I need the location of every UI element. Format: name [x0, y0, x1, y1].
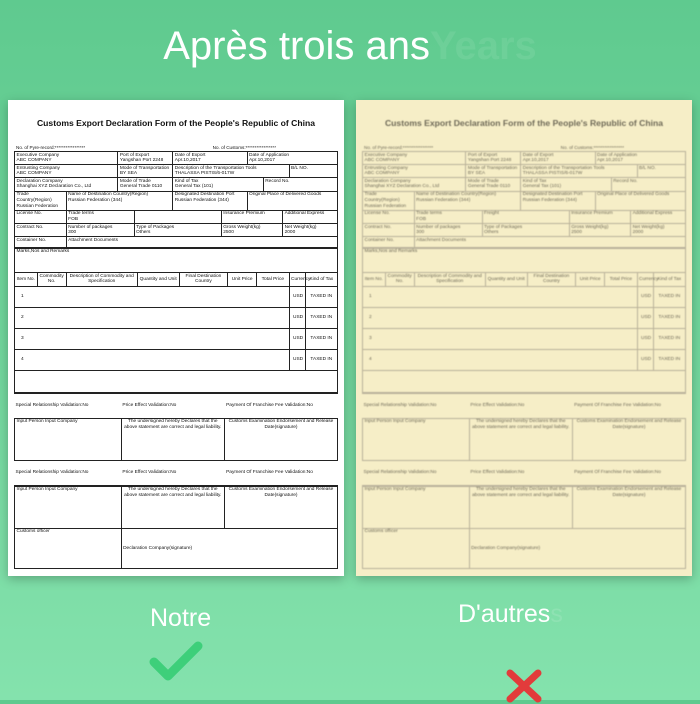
- validation-table-1: [14, 393, 338, 419]
- port-of-export-cell: Port of Export Yangshan Port 2248: [118, 152, 173, 165]
- entrusting-company-cell: Entrusting Company ABC COMPANY: [15, 165, 118, 178]
- container-cell: Container No.: [15, 237, 67, 248]
- special-validation: Special Relationship Validation:No: [362, 393, 469, 418]
- check-icon: [150, 640, 202, 682]
- origin-place-cell: Original Place of Delivered Goods: [595, 191, 685, 210]
- pre-record-no: No. of Pyre-record:*****************: [16, 145, 86, 150]
- date-of-export-cell: Date of Export Apr.10,2017: [521, 152, 595, 165]
- item-header: Unit Price: [228, 272, 257, 286]
- declare-statement: The undersigned hereby Declares that the above statement are correct and legal liability.: [121, 418, 224, 460]
- trade-terms-cell: Trade terms FOB: [66, 210, 134, 223]
- validation-table-2: [14, 460, 338, 486]
- packages-cell: Number of packages 300: [414, 224, 482, 237]
- item-header: Final Destination Country: [527, 272, 575, 286]
- customs-officer: Customs officer: [363, 528, 470, 568]
- customs-officer-table: [14, 528, 338, 569]
- headline: [0, 22, 700, 70]
- form-sheet-others: [356, 100, 692, 576]
- cross-icon: [505, 668, 543, 704]
- declaration-table-1: [14, 418, 338, 461]
- shipping-table: [362, 210, 686, 248]
- items-table: [14, 272, 338, 371]
- marks-table: [362, 248, 686, 273]
- mode-transport-cell: Mode of Transportation BY SEA: [118, 165, 173, 178]
- gross-weight-cell: Gross Weight(kg) 2500: [221, 224, 282, 237]
- trade-country-cell: Trade Country(Region) Russian Federation: [15, 191, 67, 210]
- freight-cell: Freight: [482, 210, 569, 223]
- declaration-table-1: [362, 418, 686, 461]
- input-person: Input Person Input Company: [363, 486, 470, 528]
- items-table: [362, 272, 686, 371]
- item-header: Quantity and Unit: [137, 272, 179, 286]
- destination-table: [14, 191, 338, 211]
- dest-country-cell: Name of Destination Country(Region) Russian Federation (344): [414, 191, 521, 210]
- bl-no-cell: B/L NO.: [289, 165, 337, 178]
- customs-no: No. of Customs:*****************: [560, 145, 624, 150]
- customs-no: No. of Customs:*****************: [212, 145, 276, 150]
- customs-officer-table: [362, 528, 686, 569]
- item-header: Currency: [289, 272, 305, 286]
- item-header: Item No.: [363, 272, 386, 286]
- dest-port-cell: Designated Destination Port Russian Federation (344): [521, 191, 595, 210]
- mode-trade-cell: Mode of Trade General Trade 0110: [466, 178, 521, 191]
- insurance-cell: Insurance Premium: [569, 210, 630, 223]
- items-header-row: [363, 272, 686, 286]
- customs-endorsement: Customs Examination Endorsement and Release Date(signature): [572, 418, 685, 460]
- price-validation: Price Effect Validation:No: [121, 461, 225, 486]
- date-of-application-cell: Date of Application Apr.10,2017: [247, 152, 337, 165]
- record-no-cell: Record No.: [263, 178, 337, 191]
- shipping-table: [14, 210, 338, 248]
- validation-table-2: [362, 460, 686, 486]
- blank-table: [14, 370, 338, 393]
- insurance-cell: Insurance Premium: [221, 210, 282, 223]
- item-header: Final Destination Country: [179, 272, 227, 286]
- declaration-table-2: [14, 486, 338, 529]
- mode-transport-cell: Mode of Transportation BY SEA: [466, 165, 521, 178]
- label-ours: Notre: [150, 604, 212, 632]
- trade-terms-cell: Trade terms FOB: [414, 210, 482, 223]
- items-header-row: [15, 272, 338, 286]
- declare-statement: The undersigned hereby Declares that the above statement are correct and legal liability.: [121, 486, 224, 528]
- item-header: Description of Commodity and Specification: [414, 272, 485, 286]
- header-table: [362, 151, 686, 192]
- declare-statement: The undersigned hereby Declares that the above statement are correct and legal liability.: [469, 418, 572, 460]
- packages-cell: Number of packages 300: [66, 224, 134, 237]
- freight-cell: [134, 210, 221, 223]
- customs-endorsement: Customs Examination Endorsement and Release Date(signature): [572, 486, 685, 528]
- form-sheet-ours: [8, 100, 344, 576]
- attachment-cell: Attachment Documents: [414, 237, 685, 248]
- special-validation: Special Relationship Validation:No: [14, 461, 121, 486]
- item-row: 2 USD TAXED IN: [363, 307, 686, 328]
- port-of-export-cell: Port of Export Yangshan Port 2248: [466, 152, 521, 165]
- declaration-company-cell: Declaration Company Shanghai XYZ Declaration Co., Ltd: [15, 178, 118, 191]
- franchise-validation: Payment Of Franchise Fee Validation:No: [225, 461, 338, 486]
- executive-company-cell: Executive Company ABC COMPANY: [15, 152, 118, 165]
- marks-table: [14, 248, 338, 273]
- validation-table-1: [362, 393, 686, 419]
- gross-weight-cell: Gross Weight(kg) 2500: [569, 224, 630, 237]
- item-header: Total Price: [257, 272, 289, 286]
- header-table: [14, 151, 338, 192]
- item-row: 4 USD TAXED IN: [15, 349, 338, 370]
- franchise-validation: Payment Of Franchise Fee Validation:No: [573, 393, 686, 418]
- kind-tax-cell: Kind of Tax General Tax (101): [173, 178, 263, 191]
- pre-record-no: No. of Pyre-record:*****************: [364, 145, 434, 150]
- input-person: Input Person Input Company: [15, 486, 122, 528]
- item-row: 4 USD TAXED IN: [363, 349, 686, 370]
- form-title: Customs Export Declaration Form of the People's Republic of China: [36, 118, 316, 128]
- net-weight-cell: Net Weight(kg) 2000: [283, 224, 338, 237]
- contract-cell: Contract No.: [363, 224, 415, 237]
- dest-country-cell: Name of Destination Country(Region) Russian Federation (344): [66, 191, 173, 210]
- franchise-validation: Payment Of Franchise Fee Validation:No: [225, 393, 338, 418]
- marks-cell: Marks,Nos and Remarks: [15, 248, 338, 272]
- special-validation: Special Relationship Validation:No: [362, 461, 469, 486]
- executive-company-cell: Executive Company ABC COMPANY: [363, 152, 466, 165]
- item-header: Kind of Tax: [305, 272, 337, 286]
- mode-trade-cell: Mode of Trade General Trade 0110: [118, 178, 173, 191]
- license-cell: License No.: [363, 210, 415, 223]
- attachment-cell: Attachment Documents: [66, 237, 337, 248]
- declaration-signature: Declaration Company(signature): [469, 528, 685, 568]
- customs-officer: Customs officer: [15, 528, 122, 568]
- input-person: Input Person Input Company: [15, 418, 122, 460]
- item-header: Kind of Tax: [653, 272, 685, 286]
- kind-tax-cell: Kind of Tax General Tax (101): [521, 178, 611, 191]
- headline-text: Après trois ans: [163, 24, 430, 68]
- item-row: 1 USD TAXED IN: [15, 286, 338, 307]
- date-of-application-cell: Date of Application Apr.10,2017: [595, 152, 685, 165]
- item-header: Item No.: [15, 272, 38, 286]
- headline-ghost-text: Years: [430, 24, 537, 68]
- license-cell: License No.: [15, 210, 67, 223]
- item-row: 3 USD TAXED IN: [15, 328, 338, 349]
- label-others: D'autress: [458, 600, 563, 628]
- contract-cell: Contract No.: [15, 224, 67, 237]
- date-of-export-cell: Date of Export Apr.10,2017: [173, 152, 247, 165]
- item-header: Commodity No.: [37, 272, 66, 286]
- item-header: Description of Commodity and Specification: [66, 272, 137, 286]
- item-header: Quantity and Unit: [485, 272, 527, 286]
- origin-place-cell: Original Place of Delivered Goods: [247, 191, 337, 210]
- marks-cell: Marks,Nos and Remarks: [363, 248, 686, 272]
- customs-endorsement: Customs Examination Endorsement and Release Date(signature): [224, 418, 337, 460]
- blank-table: [362, 370, 686, 393]
- item-row: 3 USD TAXED IN: [363, 328, 686, 349]
- customs-endorsement: Customs Examination Endorsement and Release Date(signature): [224, 486, 337, 528]
- aged-form-content: [362, 118, 686, 569]
- transport-tools-cell: Description of the Transportation Tools THALASSA PISTIS/6-017W: [521, 165, 637, 178]
- container-cell: Container No.: [363, 237, 415, 248]
- item-header: Unit Price: [576, 272, 605, 286]
- bl-no-cell: B/L NO.: [637, 165, 685, 178]
- dest-port-cell: Designated Destination Port Russian Federation (344): [173, 191, 247, 210]
- type-packages-cell: Type of Packages Others: [482, 224, 569, 237]
- destination-table: [362, 191, 686, 211]
- trade-country-cell: Trade Country(Region) Russian Federation: [363, 191, 415, 210]
- type-packages-cell: Type of Packages Others: [134, 224, 221, 237]
- price-validation: Price Effect Validation:No: [469, 461, 573, 486]
- declaration-company-cell: Declaration Company Shanghai XYZ Declaration Co., Ltd: [363, 178, 466, 191]
- declare-statement: The undersigned hereby Declares that the above statement are correct and legal liability.: [469, 486, 572, 528]
- transport-tools-cell: Description of the Transportation Tools THALASSA PISTIS/6-017W: [173, 165, 289, 178]
- record-no-cell: Record No.: [611, 178, 685, 191]
- declaration-signature: Declaration Company(signature): [121, 528, 337, 568]
- form-title: Customs Export Declaration Form of the People's Republic of China: [384, 118, 664, 128]
- item-row: 1 USD TAXED IN: [363, 286, 686, 307]
- item-header: Commodity No.: [385, 272, 414, 286]
- special-validation: Special Relationship Validation:No: [14, 393, 121, 418]
- item-header: Total Price: [605, 272, 637, 286]
- price-validation: Price Effect Validation:No: [121, 393, 225, 418]
- franchise-validation: Payment Of Franchise Fee Validation:No: [573, 461, 686, 486]
- entrusting-company-cell: Entrusting Company ABC COMPANY: [363, 165, 466, 178]
- additional-cell: Additional Express: [283, 210, 338, 223]
- price-validation: Price Effect Validation:No: [469, 393, 573, 418]
- input-person: Input Person Input Company: [363, 418, 470, 460]
- net-weight-cell: Net Weight(kg) 2000: [631, 224, 686, 237]
- item-row: 2 USD TAXED IN: [15, 307, 338, 328]
- declaration-table-2: [362, 486, 686, 529]
- item-header: Currency: [637, 272, 653, 286]
- additional-cell: Additional Express: [631, 210, 686, 223]
